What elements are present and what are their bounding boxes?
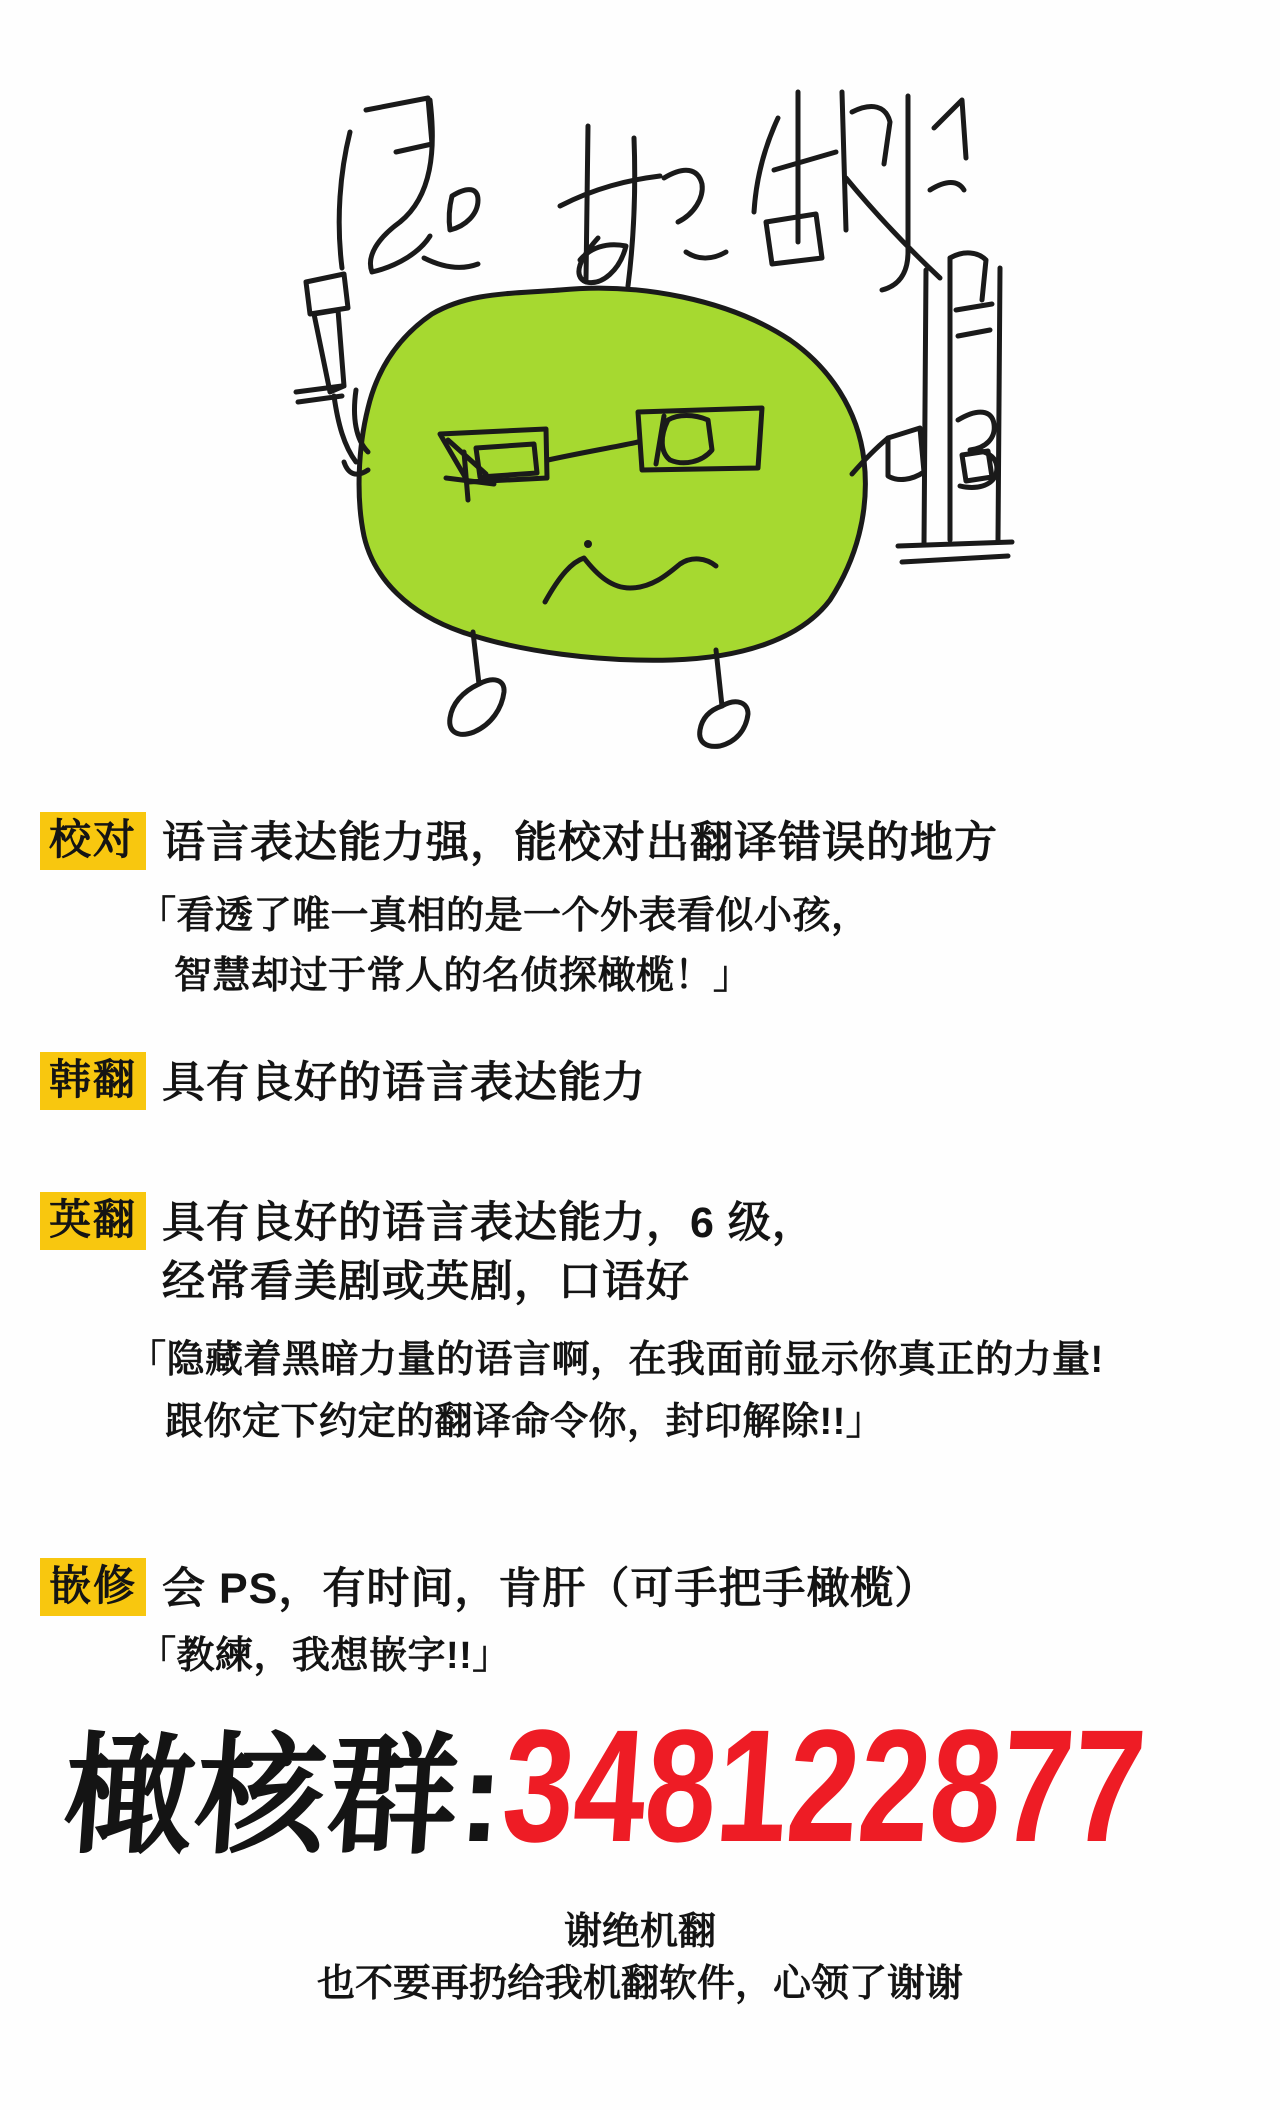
role-req-proofread: 语言表达能力强，能校对出翻译错误的地方: [162, 819, 999, 867]
qq-group-line: [58, 1692, 1280, 1879]
scribble-title: [339, 92, 966, 290]
role-tag-english: 英翻: [40, 1192, 146, 1250]
role-row-typeset: [40, 1558, 938, 1619]
role-quote-english-line1: 「隐藏着黑暗力量的语言啊，在我面前显示你真正的力量!: [128, 1339, 1104, 1381]
role-tag-proofread: 校对: [40, 812, 146, 870]
olive-body: [359, 288, 865, 660]
qq-group-label: 橄核群: [58, 1723, 465, 1869]
olive-left-arm-knife: [296, 274, 368, 474]
footer-note-line1: 谢绝机翻: [563, 1911, 716, 1953]
role-quote-proofread-line1: 「看透了唯一真相的是一个外表看似小孩，: [138, 895, 870, 937]
qq-group-colon: :: [454, 1723, 509, 1869]
olive-right-arm-sign: [852, 253, 1012, 562]
olive-doodle: [0, 0, 1280, 780]
role-req-english-line1: 具有良好的语言表达能力，6 级，: [162, 1199, 816, 1247]
role-req-korean: 具有良好的语言表达能力: [162, 1059, 647, 1107]
role-row-korean: [40, 1052, 646, 1113]
qq-group-number: 348122877: [497, 1696, 1151, 1875]
role-quote-english-line2: 跟你定下约定的翻译命令你，封印解除!!」: [165, 1401, 885, 1443]
role-req-typeset: 会 PS，有时间，肯肝（可手把手橄榄）: [162, 1565, 939, 1613]
footer-note-line2: 也不要再扔给我机翻软件，心领了谢谢: [316, 1963, 963, 2005]
role-quote-typeset-line1: 「教練，我想嵌字!!」: [138, 1635, 511, 1677]
role-req-english-line2: 经常看美剧或英剧，口语好: [162, 1258, 691, 1307]
role-req-english: [162, 1192, 816, 1313]
role-row-proofread: [40, 812, 998, 873]
role-row-english: [40, 1192, 816, 1313]
role-tag-typeset: 嵌修: [40, 1558, 146, 1616]
role-quote-proofread-line2: 智慧却过于常人的名侦探橄榄！」: [174, 955, 752, 997]
role-tag-korean: 韩翻: [40, 1052, 146, 1110]
